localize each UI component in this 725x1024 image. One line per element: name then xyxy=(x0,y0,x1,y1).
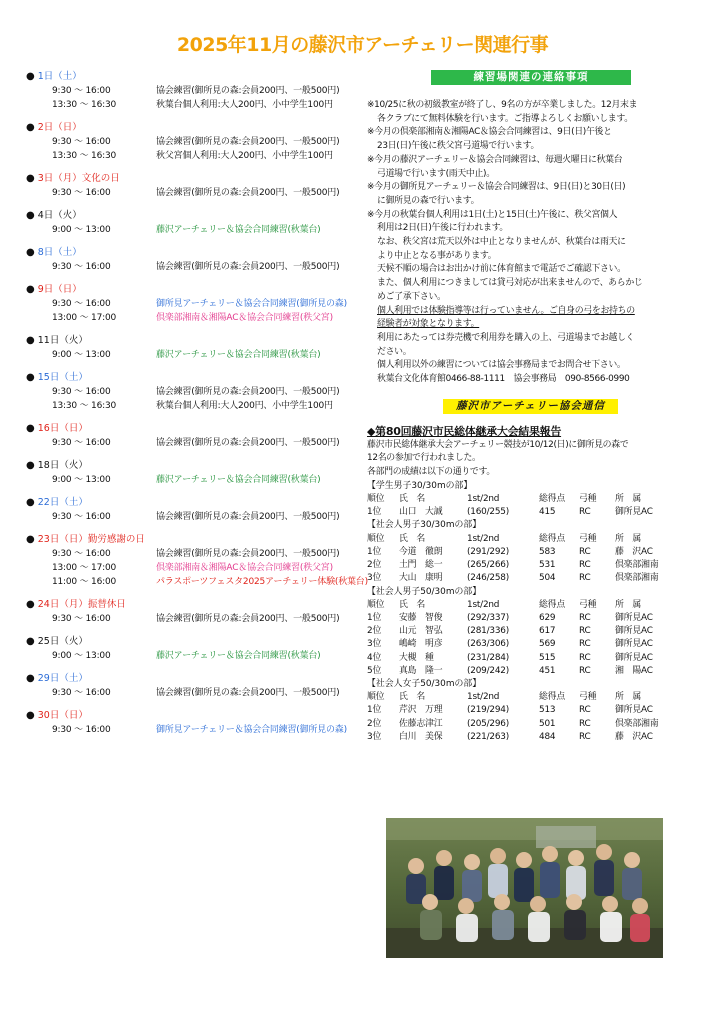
day-date: 29日（土） xyxy=(37,673,88,684)
bullet-icon: ● xyxy=(26,599,35,610)
table-row xyxy=(367,612,697,625)
cell-bow: RC xyxy=(579,718,591,729)
header-name: 氏 名 xyxy=(399,533,426,544)
schedule-day xyxy=(26,533,371,589)
schedule-day xyxy=(26,422,371,450)
event-row xyxy=(26,186,371,200)
cell-score12: (265/266) xyxy=(467,560,509,571)
notice-line: より中止となる事があります。 xyxy=(377,250,497,261)
table-header-row xyxy=(367,691,697,704)
cell-name: 白川 美保 xyxy=(399,731,443,742)
schedule-day xyxy=(26,371,371,413)
cell-club: 湘 陽AC xyxy=(615,665,653,676)
schedule-day xyxy=(26,496,371,524)
notice-line: 利用にあたっては券売機で利用券を購入の上、弓道場までお越しく xyxy=(377,332,635,343)
cell-name: 佐藤志津江 xyxy=(399,718,443,729)
cell-rank: 4位 xyxy=(367,652,382,663)
notice-line: ※今月の藤沢アーチェリー＆協会合同練習は、毎週火曜日に秋葉台 xyxy=(367,154,623,165)
event-desc: 御所見アーチェリー＆協会合同練習(御所見の森) xyxy=(156,725,347,735)
table-row xyxy=(367,704,697,717)
table-header-row xyxy=(367,533,697,546)
event-time: 9:30 〜 16:00 xyxy=(52,387,111,397)
event-time: 13:00 〜 17:00 xyxy=(52,563,116,573)
cell-total: 531 xyxy=(539,560,556,571)
event-time: 11:00 〜 16:00 xyxy=(52,577,116,587)
event-time: 13:00 〜 17:00 xyxy=(52,313,116,323)
bullet-icon: ● xyxy=(26,497,35,508)
schedule-day xyxy=(26,283,371,325)
event-desc: 御所見アーチェリー＆協会合同練習(御所見の森) xyxy=(156,299,347,309)
bullet-icon: ● xyxy=(26,534,35,545)
day-date: 18日（火） xyxy=(37,460,88,471)
event-row xyxy=(26,149,371,163)
event-desc: 秋葉台個人利用:大人200円、小中学生100円 xyxy=(156,401,333,411)
event-row xyxy=(26,686,371,700)
cell-bow: RC xyxy=(579,560,591,571)
range-notice-heading: 練習場関連の連絡事項 xyxy=(431,70,631,85)
header-rank: 順位 xyxy=(367,599,385,610)
day-date: 24日（月）振替休日 xyxy=(37,599,126,610)
notice-line: ※10/25に秋の初級教室が終了し、9名の方が卒業しました。12月末ま xyxy=(367,100,638,110)
notice-line: めご了承下さい。 xyxy=(377,291,446,302)
cell-club: 藤 沢AC xyxy=(615,731,653,742)
event-row xyxy=(26,98,371,112)
schedule-day xyxy=(26,172,371,200)
day-heading xyxy=(26,459,371,473)
results-table xyxy=(367,480,697,744)
table-row xyxy=(367,638,697,651)
day-date: 3日（月）文化の日 xyxy=(37,173,120,184)
cell-rank: 2位 xyxy=(367,626,382,637)
cell-rank: 1位 xyxy=(367,546,382,557)
cell-rank: 1位 xyxy=(367,705,382,716)
cell-bow: RC xyxy=(579,639,591,650)
header-score12: 1st/2nd xyxy=(467,599,500,610)
table-row xyxy=(367,506,697,519)
cell-club: 藤 沢AC xyxy=(615,546,653,557)
event-time: 9:30 〜 16:00 xyxy=(52,549,111,559)
day-date: 25日（火） xyxy=(37,636,88,647)
cell-score12: (291/292) xyxy=(467,546,509,557)
table-row xyxy=(367,546,697,559)
event-schedule xyxy=(26,70,371,746)
cell-name: 安藤 智俊 xyxy=(399,612,443,623)
event-time: 9:30 〜 16:00 xyxy=(52,512,111,522)
event-desc: パラスポーツフェスタ2025アーチェリー体験(秋葉台) xyxy=(156,577,368,587)
schedule-day xyxy=(26,246,371,274)
intro-line: 12名の参加で行われました。 xyxy=(367,453,481,464)
header-bow: 弓種 xyxy=(579,533,597,544)
bullet-icon: ● xyxy=(26,122,35,133)
header-total: 総得点 xyxy=(539,494,566,505)
event-time: 9:00 〜 13:00 xyxy=(52,350,111,360)
event-desc: 協会練習(御所見の森:会員200円、一般500円) xyxy=(156,188,340,198)
schedule-day xyxy=(26,459,371,487)
table-row xyxy=(367,665,697,678)
group-photo xyxy=(386,818,663,958)
event-row xyxy=(26,561,371,575)
notice-line: 経験者が対象となります。 xyxy=(377,319,480,330)
cell-score12: (209/242) xyxy=(467,665,509,676)
report-title: ◆第80回藤沢市民総体継承大会結果報告 xyxy=(367,424,562,438)
cell-total: 515 xyxy=(539,652,556,663)
day-heading xyxy=(26,70,371,84)
day-heading xyxy=(26,635,371,649)
day-date: 22日（土） xyxy=(37,497,88,508)
header-rank: 順位 xyxy=(367,533,385,544)
event-desc: 協会練習(御所見の森:会員200円、一般500円) xyxy=(156,438,340,448)
event-row xyxy=(26,473,371,487)
event-time: 9:30 〜 16:00 xyxy=(52,86,111,96)
cell-club: 御所見AC xyxy=(615,612,653,623)
cell-name: 真島 隆一 xyxy=(399,665,443,676)
notice-line: 各クラブにて無料体験を行います。ご指導よろしくお願いします。 xyxy=(377,113,633,124)
bullet-icon: ● xyxy=(26,247,35,258)
event-desc: 藤沢アーチェリー＆協会合同練習(秋葉台) xyxy=(156,350,321,360)
day-date: 9日（日） xyxy=(37,284,82,295)
event-desc: 藤沢アーチェリー＆協会合同練習(秋葉台) xyxy=(156,475,321,485)
table-header-row xyxy=(367,493,697,506)
notice-line: ※今月の秋葉台個人利用は1日(土)と15日(土)午後に、秩父宮個人 xyxy=(367,209,618,220)
notice-line: また、個人利用につきましては貸弓対応が出来ませんので、あらかじ xyxy=(377,278,643,289)
event-time: 9:30 〜 16:00 xyxy=(52,725,111,735)
day-heading xyxy=(26,283,371,297)
event-row xyxy=(26,436,371,450)
header-bow: 弓種 xyxy=(579,692,597,703)
day-date: 30日（日） xyxy=(37,710,88,721)
notice-line: 23日(日)午後に秩父宮弓道場で行います。 xyxy=(377,141,540,152)
notice-line: 利用は2日(日)午後に行われます。 xyxy=(377,223,509,234)
event-time: 9:00 〜 13:00 xyxy=(52,475,111,485)
table-row xyxy=(367,652,697,665)
bullet-icon: ● xyxy=(26,335,35,346)
table-row xyxy=(367,559,697,572)
event-desc: 秋葉台個人利用:大人200円、小中学生100円 xyxy=(156,100,333,110)
event-row xyxy=(26,135,371,149)
event-row xyxy=(26,84,371,98)
cell-score12: (281/336) xyxy=(467,626,509,637)
header-bow: 弓種 xyxy=(579,494,597,505)
day-heading xyxy=(26,533,371,547)
event-desc: 協会練習(御所見の森:会員200円、一般500円) xyxy=(156,137,340,147)
page-title: 2025年11月の藤沢市アーチェリー関連行事 xyxy=(176,34,549,56)
header-total: 総得点 xyxy=(539,533,566,544)
bullet-icon: ● xyxy=(26,673,35,684)
notice-line: 弓道場で行います(雨天中止)。 xyxy=(377,168,495,179)
cell-total: 504 xyxy=(539,573,556,584)
cell-total: 583 xyxy=(539,546,556,557)
cell-name: 山口 大誠 xyxy=(399,507,443,518)
event-time: 9:30 〜 16:00 xyxy=(52,188,111,198)
cell-score12: (221/263) xyxy=(467,731,509,742)
notice-line: ※今月の御所見アーチェリー＆協会合同練習は、9日(日)と30日(日) xyxy=(367,182,626,193)
event-row xyxy=(26,348,371,362)
intro-line: 藤沢市民総体継承大会アーチェリー競技が10/12(日)に御所見の森で xyxy=(367,439,629,450)
cell-rank: 2位 xyxy=(367,560,382,571)
cell-name: 大槻 種 xyxy=(399,652,434,663)
cell-bow: RC xyxy=(579,665,591,676)
header-name: 氏 名 xyxy=(399,599,426,610)
category-title: 【学生男子30/30mの部】 xyxy=(367,480,473,491)
event-desc: 協会練習(御所見の森:会員200円、一般500円) xyxy=(156,688,340,698)
cell-bow: RC xyxy=(579,507,591,518)
event-row xyxy=(26,385,371,399)
event-time: 9:30 〜 16:00 xyxy=(52,137,111,147)
cell-bow: RC xyxy=(579,626,591,637)
cell-club: 御所見AC xyxy=(615,652,653,663)
event-time: 13:30 〜 16:30 xyxy=(52,151,116,161)
bullet-icon: ● xyxy=(26,636,35,647)
day-heading xyxy=(26,371,371,385)
right-column xyxy=(367,70,697,744)
table-row xyxy=(367,731,697,744)
event-desc: 協会練習(御所見の森:会員200円、一般500円) xyxy=(156,262,340,272)
day-date: 16日（日） xyxy=(37,423,88,434)
notice-line: 天候不順の場合はお出かけ前に体育館まで電話でご確認下さい。 xyxy=(377,264,626,275)
header-club: 所 属 xyxy=(615,533,642,544)
cell-total: 415 xyxy=(539,507,556,518)
event-row xyxy=(26,260,371,274)
event-desc: 協会練習(御所見の森:会員200円、一般500円) xyxy=(156,512,340,522)
event-desc: 協会練習(御所見の森:会員200円、一般500円) xyxy=(156,387,340,397)
notice-line: 個人利用以外の練習については協会事務局までお問合せ下さい。 xyxy=(377,360,626,371)
cell-rank: 3位 xyxy=(367,639,382,650)
bullet-icon: ● xyxy=(26,423,35,434)
cell-name: 今道 徹朗 xyxy=(399,546,443,557)
cell-score12: (263/306) xyxy=(467,639,509,650)
event-desc: 協会練習(御所見の森:会員200円、一般500円) xyxy=(156,549,340,559)
event-desc: 藤沢アーチェリー＆協会合同練習(秋葉台) xyxy=(156,651,321,661)
association-heading: 藤沢市アーチェリー協会通信 xyxy=(443,399,618,414)
cell-total: 451 xyxy=(539,665,556,676)
bullet-icon: ● xyxy=(26,284,35,295)
event-time: 9:00 〜 13:00 xyxy=(52,225,111,235)
cell-total: 501 xyxy=(539,718,556,729)
group-photo-image xyxy=(386,818,663,958)
schedule-day xyxy=(26,334,371,362)
event-time: 9:30 〜 16:00 xyxy=(52,299,111,309)
cell-bow: RC xyxy=(579,546,591,557)
table-row xyxy=(367,718,697,731)
event-row xyxy=(26,612,371,626)
cell-name: 大山 康明 xyxy=(399,573,443,584)
schedule-day xyxy=(26,209,371,237)
cell-score12: (160/255) xyxy=(467,507,509,518)
cell-club: 倶楽部湘南 xyxy=(615,560,659,571)
day-date: 15日（土） xyxy=(37,372,88,383)
header-score12: 1st/2nd xyxy=(467,692,500,703)
cell-score12: (231/284) xyxy=(467,652,509,663)
category-title: 【社会人男子30/30mの部】 xyxy=(367,520,482,531)
category-title: 【社会人男子50/30mの部】 xyxy=(367,586,482,597)
event-row xyxy=(26,510,371,524)
header-total: 総得点 xyxy=(539,692,566,703)
schedule-day xyxy=(26,635,371,663)
header-score12: 1st/2nd xyxy=(467,533,500,544)
event-time: 9:30 〜 16:00 xyxy=(52,262,111,272)
event-desc: 協会練習(御所見の森:会員200円、一般500円) xyxy=(156,86,340,96)
day-date: 1日（土） xyxy=(37,71,82,82)
cell-club: 御所見AC xyxy=(615,507,653,518)
day-heading xyxy=(26,709,371,723)
cell-club: 御所見AC xyxy=(615,626,653,637)
intro-line: 各部門の成績は以下の通りです。 xyxy=(367,467,495,478)
event-desc: 秋父宮個人利用:大人200円、小中学生100円 xyxy=(156,151,333,161)
notice-line: なお、秩父宮は荒天以外は中止となりませんが、秋葉台は雨天に xyxy=(377,237,626,248)
schedule-day xyxy=(26,672,371,700)
day-date: 2日（日） xyxy=(37,122,82,133)
notice-line: ※今月の倶楽部湘南＆湘陽AC＆協会合同練習は、9日(日)午後と xyxy=(367,127,612,138)
day-heading xyxy=(26,334,371,348)
event-time: 13:30 〜 16:30 xyxy=(52,401,116,411)
cell-name: 芹沢 万理 xyxy=(399,705,443,716)
header-total: 総得点 xyxy=(539,599,566,610)
cell-rank: 1位 xyxy=(367,507,382,518)
cell-rank: 2位 xyxy=(367,718,382,729)
header-rank: 順位 xyxy=(367,494,385,505)
day-date: 8日（土） xyxy=(37,247,82,258)
header-bow: 弓種 xyxy=(579,599,597,610)
bullet-icon: ● xyxy=(26,372,35,383)
cell-total: 629 xyxy=(539,612,556,623)
cell-score12: (205/296) xyxy=(467,718,509,729)
cell-name: 山元 智弘 xyxy=(399,626,443,637)
cell-name: 嶋崎 明彦 xyxy=(399,639,443,650)
schedule-day xyxy=(26,598,371,626)
cell-rank: 3位 xyxy=(367,573,382,584)
cell-rank: 3位 xyxy=(367,731,382,742)
header-club: 所 属 xyxy=(615,599,642,610)
day-heading xyxy=(26,672,371,686)
header-name: 氏 名 xyxy=(399,494,426,505)
event-time: 9:30 〜 16:00 xyxy=(52,614,111,624)
bullet-icon: ● xyxy=(26,210,35,221)
notice-line: ださい。 xyxy=(377,346,412,357)
event-row xyxy=(26,723,371,737)
day-heading xyxy=(26,496,371,510)
event-time: 13:30 〜 16:30 xyxy=(52,100,116,110)
schedule-day xyxy=(26,709,371,737)
cell-club: 御所見AC xyxy=(615,639,653,650)
day-date: 23日（日）勤労感謝の日 xyxy=(37,534,145,545)
event-desc: 協会練習(御所見の森:会員200円、一般500円) xyxy=(156,614,340,624)
notice-line: 秋葉台文化体育館0466-88-1111 協会事務局 090-8566-0990 xyxy=(377,374,630,385)
table-header-row xyxy=(367,599,697,612)
event-desc: 藤沢アーチェリー＆協会合同練習(秋葉台) xyxy=(156,225,321,235)
event-desc: 倶楽部湘南＆湘陽AC＆協会合同練習(秩父宮) xyxy=(156,563,333,573)
bullet-icon: ● xyxy=(26,460,35,471)
table-row xyxy=(367,625,697,638)
day-date: 11日（火） xyxy=(37,335,88,346)
header-club: 所 属 xyxy=(615,692,642,703)
header-name: 氏 名 xyxy=(399,692,426,703)
cell-club: 倶楽部湘南 xyxy=(615,573,659,584)
range-notices xyxy=(367,99,697,387)
cell-club: 倶楽部湘南 xyxy=(615,718,659,729)
event-desc: 倶楽部湘南＆湘陽AC＆協会合同練習(秩父宮) xyxy=(156,313,333,323)
notice-line: に御所見の森で行います。 xyxy=(377,195,480,206)
cell-total: 484 xyxy=(539,731,556,742)
schedule-day xyxy=(26,70,371,112)
cell-bow: RC xyxy=(579,652,591,663)
header-rank: 順位 xyxy=(367,692,385,703)
cell-total: 617 xyxy=(539,626,556,637)
event-row xyxy=(26,575,371,589)
cell-total: 513 xyxy=(539,705,556,716)
table-row xyxy=(367,572,697,585)
event-row xyxy=(26,297,371,311)
category-title: 【社会人女子50/30mの部】 xyxy=(367,678,482,689)
cell-bow: RC xyxy=(579,612,591,623)
event-row xyxy=(26,311,371,325)
bullet-icon: ● xyxy=(26,173,35,184)
cell-rank: 5位 xyxy=(367,665,382,676)
day-heading xyxy=(26,598,371,612)
event-time: 9:30 〜 16:00 xyxy=(52,688,111,698)
day-heading xyxy=(26,172,371,186)
event-row xyxy=(26,223,371,237)
cell-score12: (219/294) xyxy=(467,705,509,716)
cell-bow: RC xyxy=(579,573,591,584)
day-date: 4日（火） xyxy=(37,210,82,221)
report-intro xyxy=(367,439,697,480)
event-row xyxy=(26,649,371,663)
cell-bow: RC xyxy=(579,705,591,716)
cell-bow: RC xyxy=(579,731,591,742)
header-club: 所 属 xyxy=(615,494,642,505)
bullet-icon: ● xyxy=(26,71,35,82)
day-heading xyxy=(26,422,371,436)
day-heading xyxy=(26,121,371,135)
day-heading xyxy=(26,209,371,223)
cell-score12: (246/258) xyxy=(467,573,509,584)
cell-score12: (292/337) xyxy=(467,612,509,623)
cell-rank: 1位 xyxy=(367,612,382,623)
notice-line: 個人利用では体験指導等は行っていません。ご自身の弓をお持ちの xyxy=(377,305,635,316)
cell-club: 御所見AC xyxy=(615,705,653,716)
event-row xyxy=(26,547,371,561)
bullet-icon: ● xyxy=(26,710,35,721)
event-time: 9:00 〜 13:00 xyxy=(52,651,111,661)
header-score12: 1st/2nd xyxy=(467,494,500,505)
schedule-day xyxy=(26,121,371,163)
day-heading xyxy=(26,246,371,260)
event-time: 9:30 〜 16:00 xyxy=(52,438,111,448)
event-row xyxy=(26,399,371,413)
cell-total: 569 xyxy=(539,639,556,650)
cell-name: 土門 総一 xyxy=(399,560,443,571)
